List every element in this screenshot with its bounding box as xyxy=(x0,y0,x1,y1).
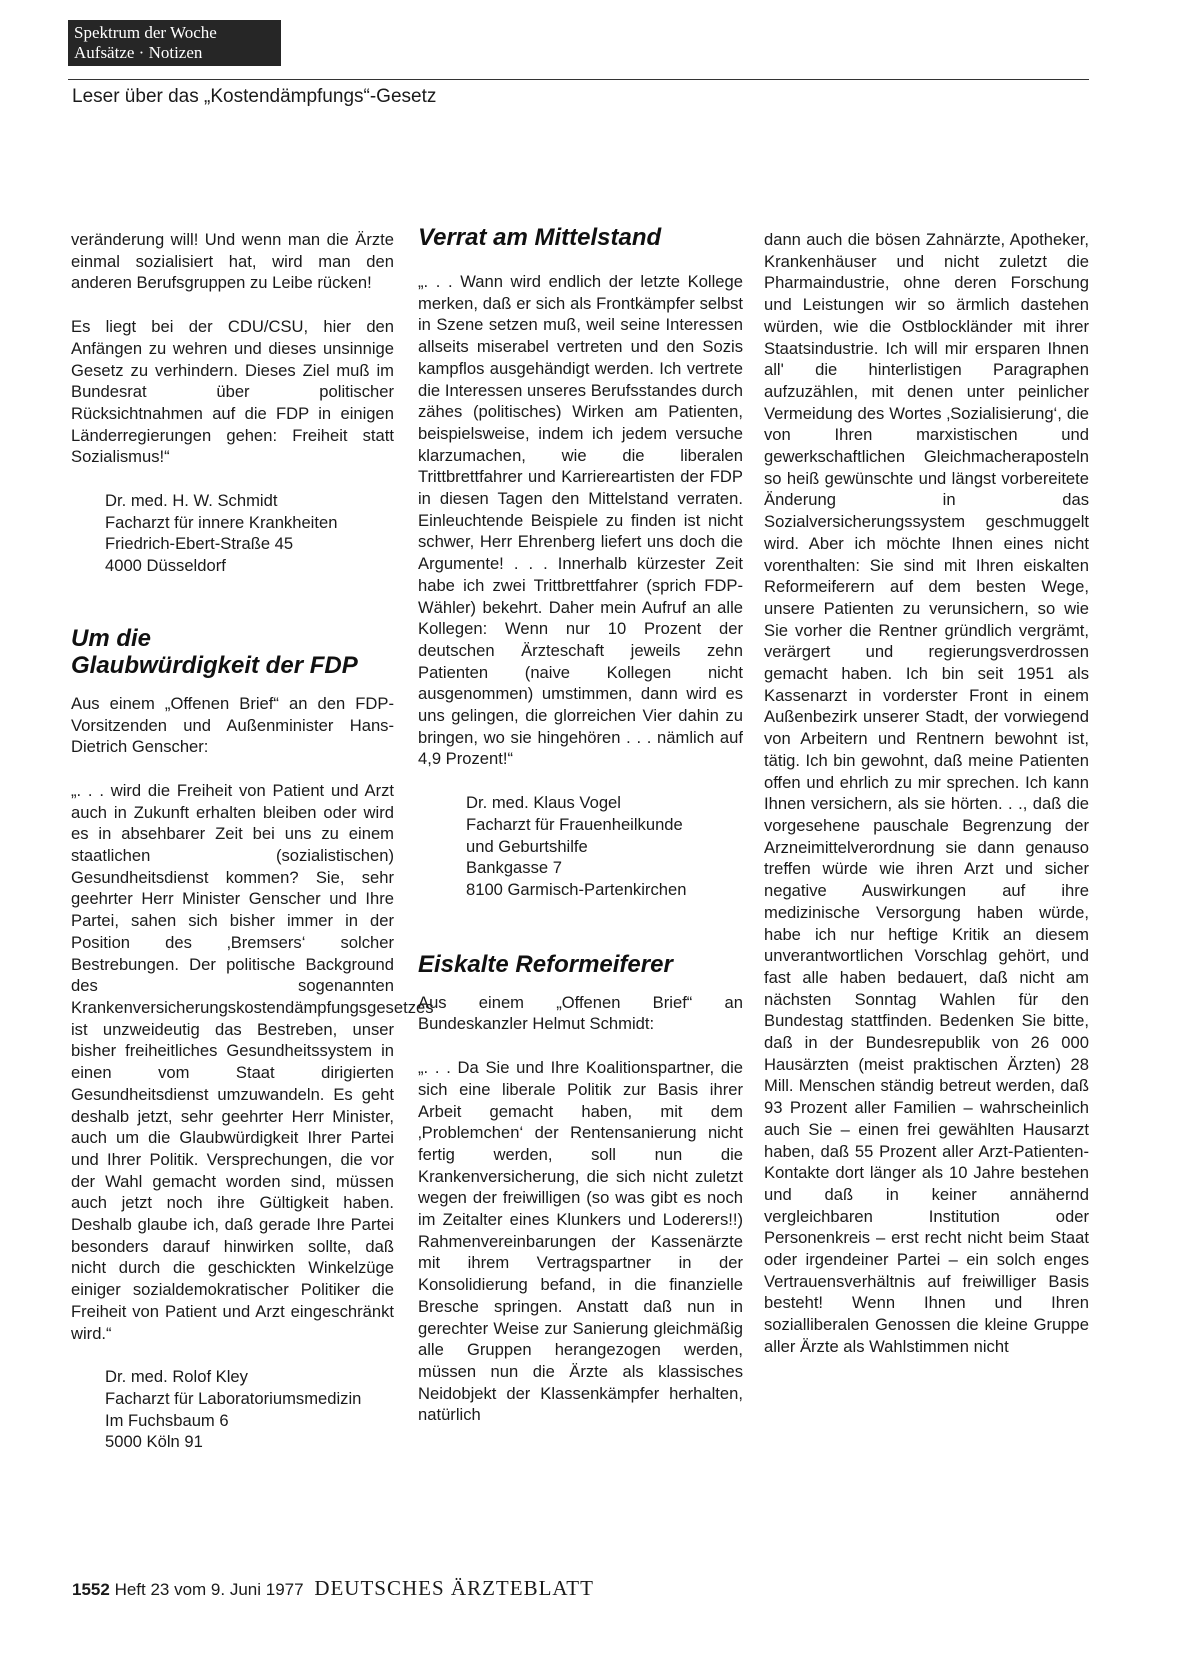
section-tag xyxy=(68,20,281,66)
signature-line: 5000 Köln 91 xyxy=(105,1432,203,1452)
letter-body-continued: dann auch die bösen Zahnärzte, Apotheker, Krankenhäuser und nicht zuletzt die Pharmaindustrie, ohne deren Forschung und Leistungen wir so ärmlich dastehen würden, wie die Ostblockländer mit ihrer Staatsindustrie. Ich will mir ersparen Ihnen all' die hinterlistigen Paragraphen aufzuzählen, mit denen unter peinlicher Vermeidung des Wortes ‚Sozialisierung‘, die von Ihren marxistischen und gewerkschaftlichen Gleichmacheraposteln so heiß gewünschte und längst vorbereitete Änderung in das Sozialversicherungssystem geschmuggelt wird. Aber ich möchte Ihnen eines nicht vorenthalten: Sie sind mit Ihren eiskalten Reformeiferern auf dem besten Wege, unsere Patienten zu verunsichern, so wie Sie vorher die Rentner gründlich vergrämt, verärgert und regierungsverdrossen gemacht haben. Ich bin seit 1951 als Kassenarzt in vorderster Front in einem Außenbezirk unserer Stadt, der vorwiegend von Arbeitern und Rentnern bewohnt ist, tätig. Ich bin gewohnt, daß meine Patienten offen und ehrlich zu mir sprechen. Ich kann Ihnen versichern, als sie hörten. . ., daß die vorgesehene pauschale Begrenzung der Arzneimittelverordnung sie dann genauso treffen würde wie ihren Arzt und sicher negative Auswirkungen auf ihre medizinische Versorgung haben würde, habe ich nur heftige Kritik an diesem unverantwortlichen Vorschlag gehört, und fast alle haben bedauert, daß nicht am nächsten Sonntag Wahlen für den Bundestag stattfinden. Bedenken Sie bitte, daß in der Bundesrepublik von 26 000 Hausärzten (meist praktischen Ärzten) 28 Mill. Menschen ständig betreut werden, daß 93 Prozent aller Familien – wahrscheinlich auch Sie – einen frei gewählten Hausarzt haben, daß 55 Prozent aller Arzt-Patienten-Kontakte dort länger als 10 Jahre bestehen und daß in keiner annähernd vergleichbaren Institution oder Personenkreis – erst recht nicht beim Staat oder irgendeiner Partei – ein solch enges Vertrauensverhältnis auf freiwilliger Basis besteht! Wenn Ihnen und Ihren sozialliberalen Genossen die kleine Gruppe aller Ärzte als Wahlstimmen nicht xyxy=(764,230,1089,1356)
signature-line: Facharzt für Frauenheilkunde xyxy=(466,814,683,834)
signature-line: 4000 Düsseldorf xyxy=(105,556,226,576)
issue-info: Heft 23 vom 9. Juni 1977 xyxy=(114,1580,304,1599)
magazine-name: DEUTSCHES ÄRZTEBLATT xyxy=(314,1576,594,1600)
page-subtitle: Leser über das „Kostendämpfungs“-Gesetz xyxy=(72,86,437,107)
header-rule xyxy=(68,79,1089,80)
signature-line: Dr. med. Klaus Vogel xyxy=(466,793,621,813)
page-footer xyxy=(72,1577,594,1601)
page-number: 1552 xyxy=(72,1580,110,1599)
signature-line: Facharzt für innere Krankheiten xyxy=(105,512,338,532)
heading-glaubwuerdigkeit-line1: Um die xyxy=(71,624,152,652)
heading-eiskalte: Eiskalte Reformeiferer xyxy=(418,950,673,978)
signature-line: Facharzt für Laboratoriumsmedizin xyxy=(105,1388,362,1408)
section-tag-line2: Aufsätze · Notizen xyxy=(74,43,203,62)
letter-body: „. . . Wann wird endlich der letzte Kollege merken, daß er sich als Frontkämpfer selbst in Szene setzen muß, weil seine Interessen allseits miserabel vertreten und den Sozis kampflos ausgehändigt werden. Ich vertrete die Interessen unseres Berufsstandes durch zähes (politisches) Wirken am Patienten, beispielsweise, indem ich jedem versuche klarzumachen, wie die liberalen Trittbrettfahrer und Karriereartisten der FDP in diesen Tagen den Mittelstand verraten. Einleuchtende Beispiele zu finden ist nicht schwer, Herr Ehrenberg liefert uns doch die Argumente! . . . Innerhalb kürzester Zeit habe ich zwei Trittbrettfahrer (sprich FDP-Wähler) bekehrt. Daher mein Aufruf an alle Kollegen: Wenn nur 10 Prozent der deutschen Ärzteschaft jeweils zehn Patienten (naive Kollegen nicht ausgenommen) umstimmen, dann wird es uns gelingen, die glorreichen Vier dahin zu bringen, wo sie hingehören . . . nämlich auf 4,9 Prozent!“ xyxy=(418,272,743,769)
signature-schmidt xyxy=(71,490,394,577)
signature-line: Friedrich-Ebert-Straße 45 xyxy=(105,534,294,554)
signature-line: Dr. med. H. W. Schmidt xyxy=(105,491,278,511)
letter-body: „. . . wird die Freiheit von Patient und Arzt auch in Zukunft erhalten bleiben oder wird es in absehbarer Zeit bei uns zu einem staatlichen (sozialistischen) Gesundheitsdienst kommen? Sie, sehr geehrter Herr Minister Genscher und Ihre Partei, sahen sich bisher immer in der Position des ‚Bremsers‘ solcher Bestrebungen. Der politische Background des sogenannten Krankenversicherungskostendämpfungsgesetzes ist unzweideutig das Bestreben, unser bisher freiheitliches Gesundheitssystem in einen vom Staat dirigierten Gesundheitsdienst umzuwandeln. Es geht deshalb jetzt, sehr geehrter Herr Minister, auch um die Glaubwürdigkeit Ihrer Partei und Ihrer Politik. Versprechungen, die vor der Wahl gemacht worden sind, müssen auch jetzt noch ihre Gültigkeit haben. Deshalb glaube ich, daß gerade Ihre Partei besonders darauf hinwirken sollte, daß nicht durch die geschickten Winkelzüge einiger sozialdemokratischer Politiker die Freiheit von Patient und Arzt eingeschränkt wird.“ xyxy=(71,780,434,1343)
signature-line: Dr. med. Rolof Kley xyxy=(105,1367,248,1387)
column-3 xyxy=(764,229,1089,1358)
letter-body: „. . . Da Sie und Ihre Koalitionspartner, die sich eine liberale Politik zur Basis ihrer Arbeit gemacht haben, mit dem ‚Problemchen‘ der Rentensanierung nicht fertig werden, soll nun die Krankenversicherung, die sich nicht zuletzt wegen der freiwilligen (so was gibt es noch im Zeitalter eines Klunkers und Loderers!!) Rahmenvereinbarungen der Kassenärzte mit ihrem Vertragspartner in der Konsolidierung befand, in die finanzielle Bresche springen. Anstatt daß nun in gerechter Weise zur Sanierung gleichmäßig alle Gruppen herangezogen werden, müssen nun die Ärzte als klassisches Neidobjekt der Klassenkämpfer herhalten, natürlich xyxy=(418,1058,743,1425)
intro-paragraph: Aus einem „Offenen Brief“ an Bundeskanzler Helmut Schmidt: xyxy=(418,992,743,1034)
signature-line: Im Fuchsbaum 6 xyxy=(105,1410,229,1430)
heading-verrat: Verrat am Mittelstand xyxy=(418,224,662,251)
signature-vogel xyxy=(418,792,743,901)
signature-kley xyxy=(71,1366,394,1453)
column-1 xyxy=(71,229,434,1453)
signature-line: Bankgasse 7 xyxy=(466,858,562,878)
column-2 xyxy=(418,224,743,1426)
signature-line: und Geburtshilfe xyxy=(466,836,588,856)
signature-line: 8100 Garmisch-Partenkirchen xyxy=(466,879,687,899)
letter-end-paragraph: veränderung will! Und wenn man die Ärzte einmal sozialisiert hat, wird man den anderen Berufsgruppen zu Leibe rücken! xyxy=(71,230,394,293)
letter-end-paragraph-2: Es liegt bei der CDU/CSU, hier den Anfängen zu wehren und dieses unsinnige Gesetz zu verhindern. Dieses Ziel muß im Bundesrat über politischer Rücksichtnahmen auf die FDP in einigen Länderregierungen gehen: Freiheit statt Sozialismus!“ xyxy=(71,317,394,467)
section-tag-line1: Spektrum der Woche xyxy=(74,23,217,42)
intro-paragraph: Aus einem „Offenen Brief“ an den FDP-Vorsitzenden und Außenminister Hans-Dietrich Genscher: xyxy=(71,693,394,757)
heading-glaubwuerdigkeit-line2: Glaubwürdigkeit der FDP xyxy=(71,651,358,679)
